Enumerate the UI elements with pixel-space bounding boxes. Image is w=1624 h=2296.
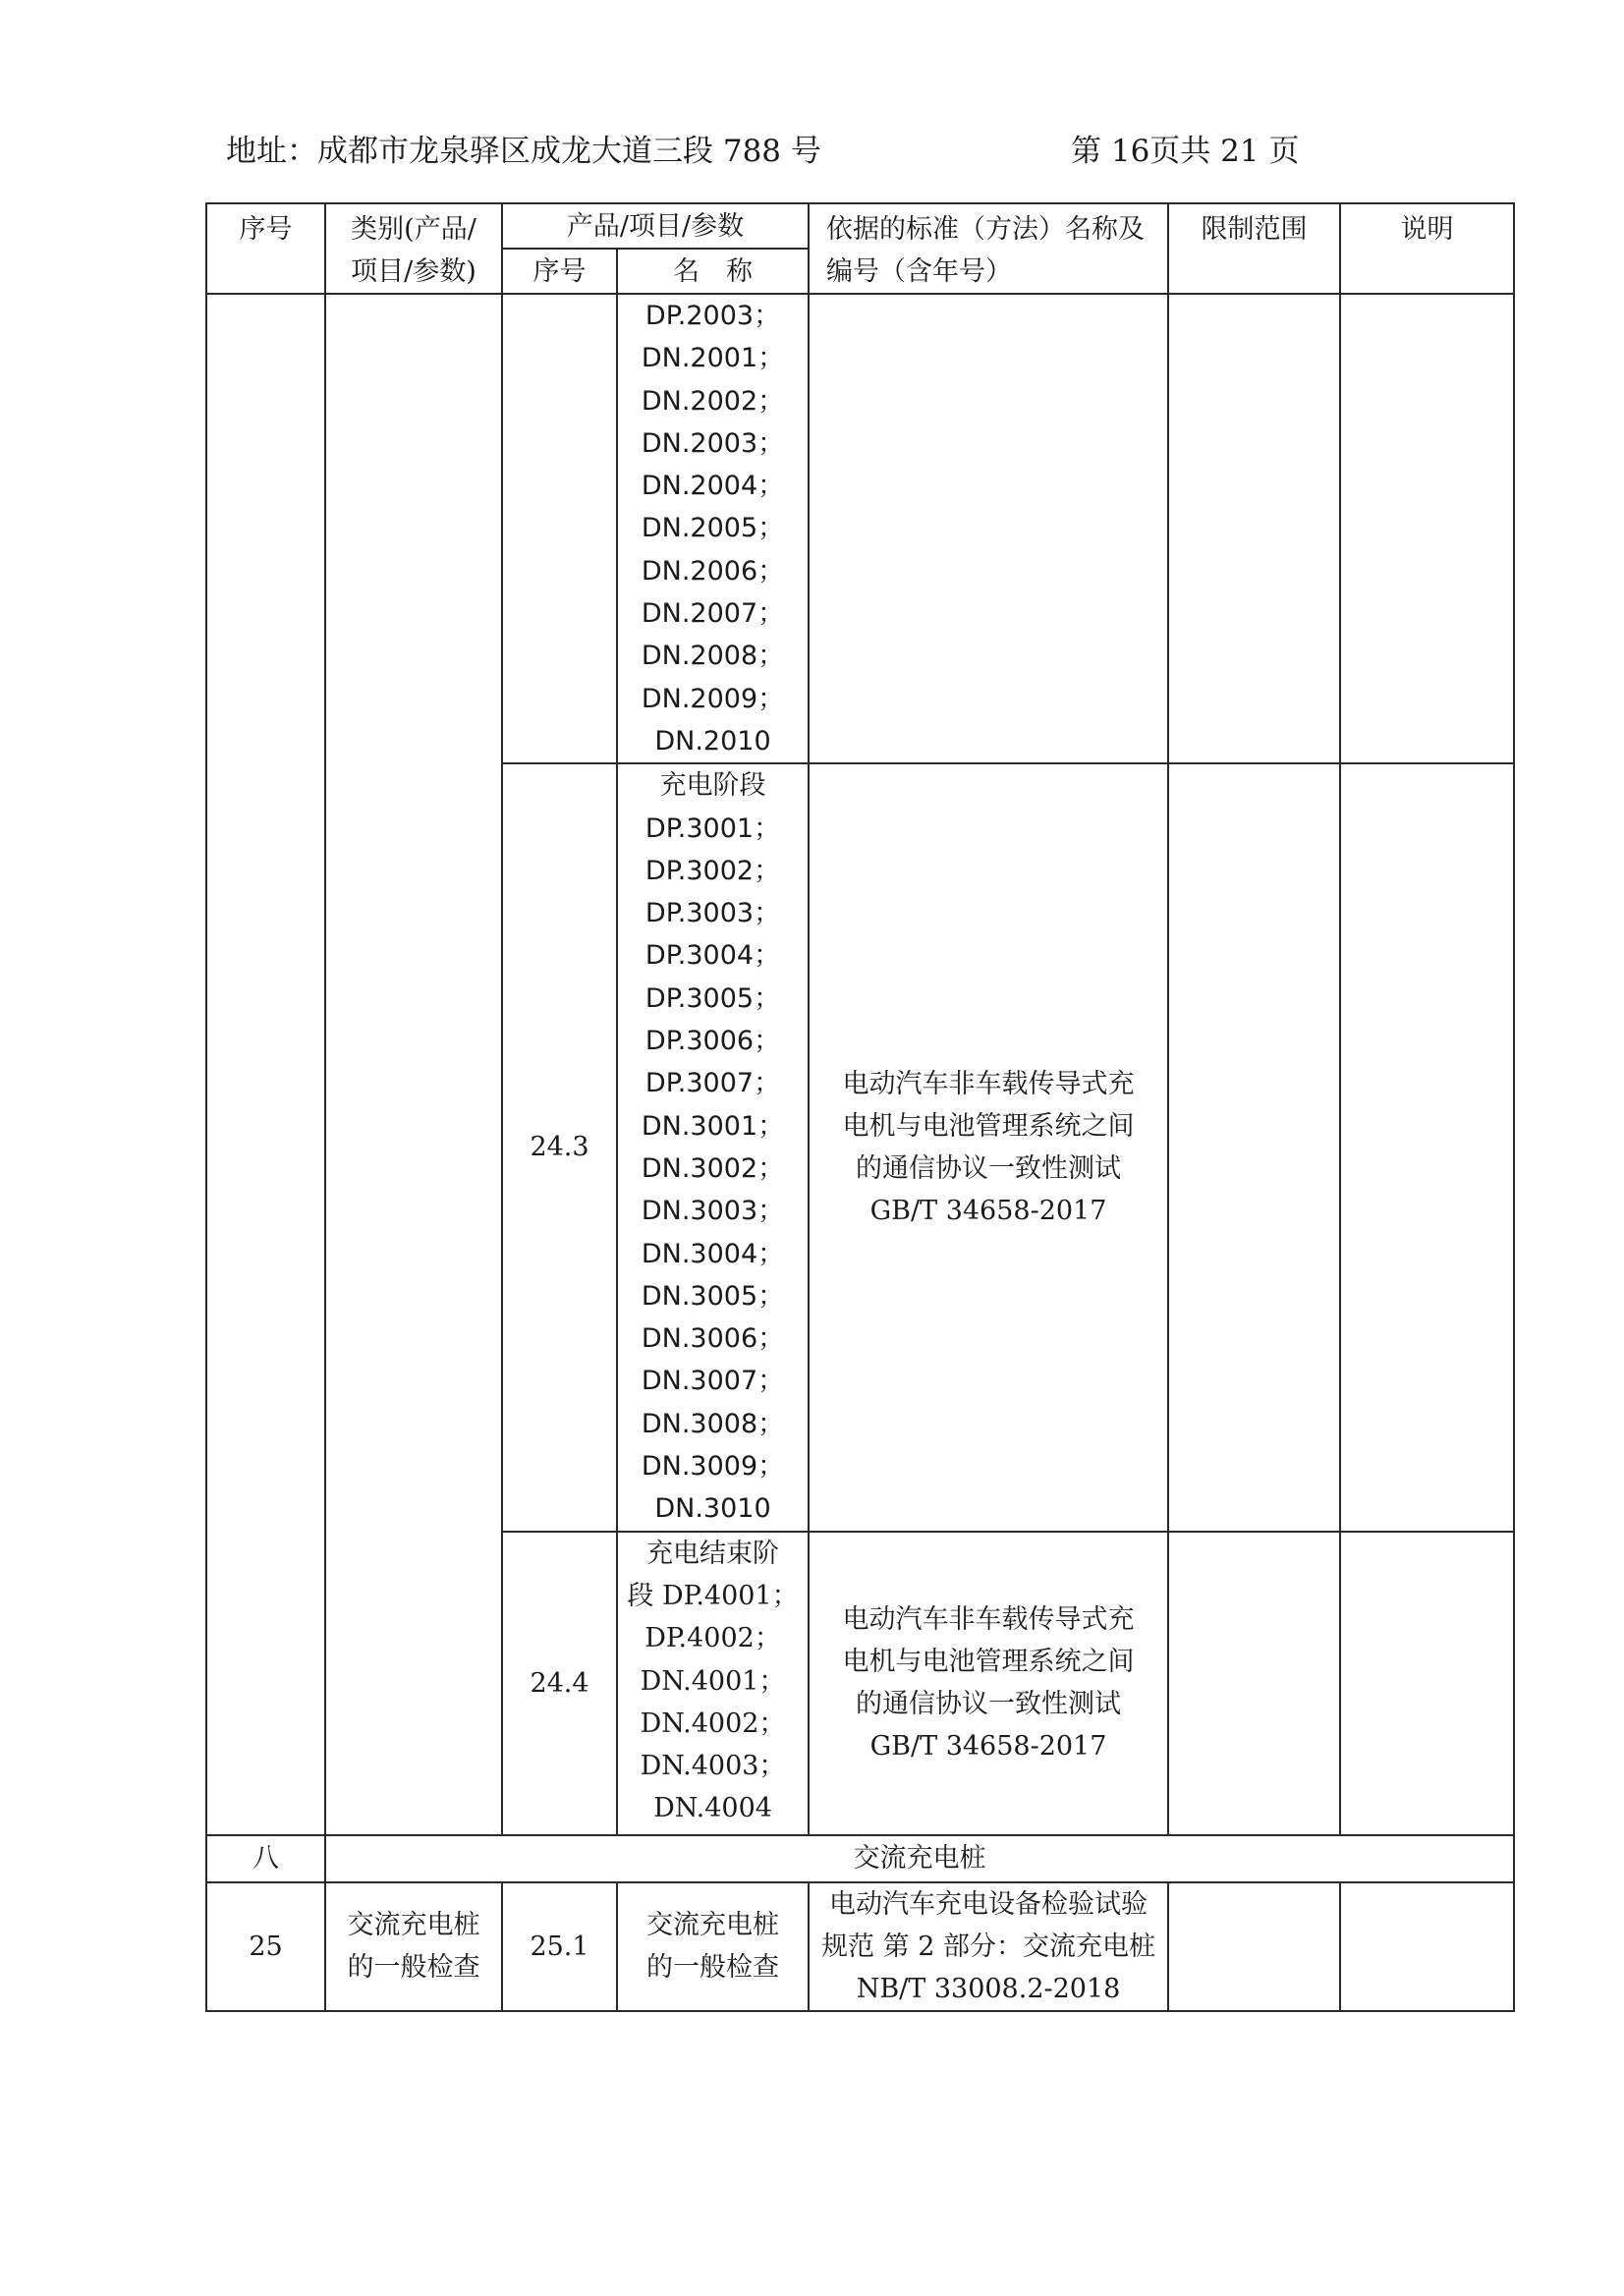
row-24-4-note: [1340, 1532, 1514, 1835]
row-24-4-items: 充电结束阶 段 DP.4001； DP.4002； DN.4001； DN.4002； DN.4003； DN.4004: [617, 1532, 809, 1835]
standard-cell-empty: [809, 294, 1168, 763]
row-25-sub-seq: 25.1: [502, 1882, 617, 2011]
row-24-4-seq: 24.4: [502, 1532, 617, 1835]
header-standard: 依据的标准（方法）名称及编号（含年号）: [809, 203, 1168, 294]
block-a-items: DP.2003； DN.2001； DN.2002； DN.2003； DN.2004； DN.2005； DN.2006； DN.2007； DN.2008； DN.2009； DN.2010: [617, 294, 809, 763]
limit-cell-empty: [1168, 294, 1340, 763]
row-24-3-note: [1340, 763, 1514, 1531]
header-sub-name: 名 称: [617, 249, 809, 294]
row-25-limit: [1168, 1882, 1340, 2011]
header-category: 类别(产品/项目/参数): [325, 203, 502, 294]
scope-table: [205, 202, 1515, 2012]
address-line: 地址：成都市龙泉驿区成龙大道三段 788 号: [226, 134, 821, 169]
row-24-3-items: 充电阶段 DP.3001； DP.3002； DP.3003； DP.3004； DP.3005； DP.3006； DP.3007； DN.3001； DN.3002； DN.3003； DN.3004； DN.3005； DN.3006； DN.3007； DN.3008； DN.3009； DN.3010: [617, 763, 809, 1531]
row-25-seq: 25: [206, 1882, 325, 2011]
row-24-4-limit: [1168, 1532, 1340, 1835]
note-cell-empty: [1340, 294, 1514, 763]
row-25-note: [1340, 1882, 1514, 2011]
row-25-sub-name: 交流充电桩的一般检查: [617, 1882, 809, 2011]
header-note: 说明: [1340, 203, 1514, 294]
row-25-category: 交流充电桩的一般检查: [325, 1882, 502, 2011]
row-24-3-seq: 24.3: [502, 763, 617, 1531]
sub-seq-cell-empty: [502, 294, 617, 763]
section-8-seq: 八: [206, 1835, 325, 1882]
row-25-standard: 电动汽车充电设备检验试验规范 第 2 部分：交流充电桩 NB/T 33008.2-2018: [809, 1882, 1168, 2011]
row-24-3-standard: 电动汽车非车载传导式充 电机与电池管理系统之间 的通信协议一致性测试 GB/T 34658-2017: [809, 763, 1168, 1531]
page-number: 第 16页共 21 页: [1071, 134, 1300, 169]
seq-cell-empty: [206, 294, 325, 1835]
category-cell-empty: [325, 294, 502, 1835]
row-24-4-standard: 电动汽车非车载传导式充 电机与电池管理系统之间 的通信协议一致性测试 GB/T 34658-2017: [809, 1532, 1168, 1835]
header-sub-seq: 序号: [502, 249, 617, 294]
section-8-title: 交流充电桩: [325, 1835, 1514, 1882]
header-product-group: 产品/项目/参数: [502, 203, 809, 249]
header-seq: 序号: [206, 203, 325, 294]
header-limit: 限制范围: [1168, 203, 1340, 294]
row-24-3-limit: [1168, 763, 1340, 1531]
